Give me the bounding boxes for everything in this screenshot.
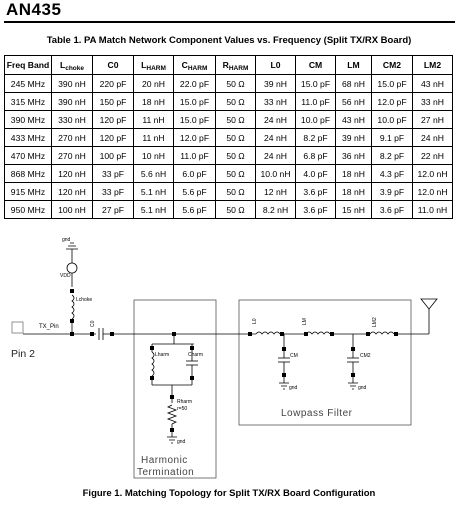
table-cell: 33 nH (256, 93, 296, 111)
table-cell: 245 MHz (5, 75, 52, 93)
table-cell: 50 Ω (216, 111, 256, 129)
table-cell: 4.0 pF (296, 165, 336, 183)
table-cell: 120 pF (93, 129, 134, 147)
table-cell: 50 Ω (216, 147, 256, 165)
table-cell: 18 nH (134, 93, 174, 111)
lm2-inductor-icon (370, 332, 394, 334)
cm2-gnd-symbol (348, 383, 358, 389)
table-cell: 150 pF (93, 93, 134, 111)
table-cell: 50 Ω (216, 129, 256, 147)
rharm-gnd-symbol (167, 437, 177, 443)
c0-label: C0 (90, 320, 96, 327)
table-cell: 950 MHz (5, 201, 52, 219)
table-cell: 50 Ω (216, 75, 256, 93)
table-cell: 68 nH (336, 75, 372, 93)
table-cell: 15.0 pF (174, 111, 216, 129)
table-cell: 330 nH (52, 111, 93, 129)
table-cell: 11.0 pF (296, 93, 336, 111)
column-header: $L_{choke}$ (52, 56, 93, 75)
table-cell: 12.0 pF (174, 129, 216, 147)
harmonic-label-line1: Harmonic (141, 455, 188, 466)
column-header: LM (336, 56, 372, 75)
table-row (5, 165, 453, 183)
table-cell: 270 nH (52, 129, 93, 147)
table-cell: 5.6 pF (174, 183, 216, 201)
table-row (5, 183, 453, 201)
lowpass-filter-box (239, 300, 411, 425)
vdd-label: VDD (60, 273, 71, 279)
column-header: CM2 (372, 56, 413, 75)
table-cell: 50 Ω (216, 201, 256, 219)
table-cell: 390 nH (52, 75, 93, 93)
table-cell: 11 nH (134, 129, 174, 147)
column-header: Freq Band (5, 56, 52, 75)
table-cell: 8.2 nH (256, 201, 296, 219)
cm2-label: CM2 (360, 353, 371, 359)
table-cell: 12 nH (256, 183, 296, 201)
rharm-label: Rharm (177, 399, 193, 405)
cm-gnd-label: gnd (289, 385, 298, 391)
table-cell: 315 MHz (5, 93, 52, 111)
table-cell: 24 nH (256, 129, 296, 147)
cm-gnd-symbol (279, 383, 289, 389)
column-header: $L_{HARM}$ (134, 56, 174, 75)
table-row (5, 147, 453, 165)
table-cell: 10.0 nH (256, 165, 296, 183)
table-cell: 8.2 pF (296, 129, 336, 147)
rharm-gnd-label: gnd (177, 439, 186, 445)
table-cell: 33 nH (413, 93, 453, 111)
table-cell: 33 pF (93, 165, 134, 183)
gnd-label-top: gnd (62, 237, 71, 243)
antenna-icon (421, 299, 437, 309)
table-cell: 50 Ω (216, 165, 256, 183)
table-cell: 27 nH (413, 111, 453, 129)
table-cell: 12.0 nH (413, 165, 453, 183)
lm2-label: LM2 (372, 317, 378, 327)
table-cell: 270 nH (52, 147, 93, 165)
vdd-source-icon (67, 263, 77, 273)
table-cell: 10 nH (134, 147, 174, 165)
table-cell: 22.0 pF (174, 75, 216, 93)
table-cell: 120 nH (52, 165, 93, 183)
header-rule (4, 21, 455, 23)
table-row (5, 75, 453, 93)
table-cell: 24 nH (256, 111, 296, 129)
table-cell: 15.0 pF (372, 75, 413, 93)
figure-caption: Figure 1. Matching Topology for Split TX/RX Board Configuration (82, 488, 376, 499)
table-cell: 39 nH (336, 129, 372, 147)
table-cell: 3.6 pF (372, 201, 413, 219)
pin-2-label: Pin 2 (11, 348, 35, 360)
table-cell: 3.9 pF (372, 183, 413, 201)
l0-label: L0 (252, 318, 258, 324)
table-body (5, 75, 453, 219)
lchoke-label: Lchoke (76, 297, 93, 303)
lharm-inductor-icon (152, 352, 154, 376)
table-cell: 4.3 pF (372, 165, 413, 183)
table-row (5, 93, 453, 111)
rharm-value: r=50 (177, 406, 188, 412)
table-cell: 3.6 pF (296, 201, 336, 219)
rharm-resistor-icon (168, 405, 176, 424)
table-cell: 6.8 pF (296, 147, 336, 165)
lharm-label: Lharm (155, 352, 170, 358)
table-cell: 5.6 nH (134, 165, 174, 183)
table-cell: 9.1 pF (372, 129, 413, 147)
table-cell: 120 pF (93, 111, 134, 129)
table-cell: 915 MHz (5, 183, 52, 201)
lowpass-filter-label: Lowpass Filter (281, 408, 353, 419)
table-cell: 5.6 pF (174, 201, 216, 219)
table-cell: 100 nH (52, 201, 93, 219)
column-header: L0 (256, 56, 296, 75)
column-header: C0 (93, 56, 134, 75)
table-cell: 36 nH (336, 147, 372, 165)
table-cell: 18 nH (336, 183, 372, 201)
table-cell: 43 nH (413, 75, 453, 93)
table-cell: 10.0 pF (372, 111, 413, 129)
column-header: CM (296, 56, 336, 75)
table-cell: 10.0 pF (296, 111, 336, 129)
cm-label: CM (290, 353, 298, 359)
table-cell: 33 pF (93, 183, 134, 201)
table-cell: 5.1 nH (134, 201, 174, 219)
component-table (4, 55, 453, 219)
table-header-row (5, 56, 453, 75)
tx-pin-label: TX_Pin (39, 324, 59, 330)
table-cell: 11 nH (134, 111, 174, 129)
harmonic-termination-box (134, 300, 216, 478)
lm-label: LM (302, 318, 308, 325)
table-cell: 11.0 pF (174, 147, 216, 165)
table-cell: 5.1 nH (134, 183, 174, 201)
table-cell: 390 MHz (5, 111, 52, 129)
table-cell: 18 nH (336, 165, 372, 183)
table-cell: 24 nH (413, 129, 453, 147)
pin-2-box (12, 322, 23, 333)
table-cell: 868 MHz (5, 165, 52, 183)
table-cell: 27 pF (93, 201, 134, 219)
table-cell: 39 nH (256, 75, 296, 93)
table-cell: 390 nH (52, 93, 93, 111)
lm-inductor-icon (306, 332, 330, 334)
table-cell: 6.0 pF (174, 165, 216, 183)
table-cell: 15.0 pF (174, 93, 216, 111)
table-cell: 12.0 pF (372, 93, 413, 111)
column-header: LM2 (413, 56, 453, 75)
matching-topology-schematic (4, 215, 454, 483)
table-title: Table 1. PA Match Network Component Values vs. Frequency (Split TX/RX Board) (46, 35, 412, 46)
table-cell: 470 MHz (5, 147, 52, 165)
document-id: AN435 (6, 0, 62, 19)
table-row (5, 129, 453, 147)
table-cell: 220 pF (93, 75, 134, 93)
gnd-symbol-top (66, 243, 78, 249)
table-cell: 50 Ω (216, 93, 256, 111)
table-cell: 50 Ω (216, 183, 256, 201)
table-cell: 15 nH (336, 201, 372, 219)
column-header: $R_{HARM}$ (216, 56, 256, 75)
table-cell: 8.2 pF (372, 147, 413, 165)
table-cell: 3.6 pF (296, 183, 336, 201)
table-cell: 100 pF (93, 147, 134, 165)
charm-label: Charm (188, 352, 204, 358)
table-cell: 11.0 nH (413, 201, 453, 219)
l0-inductor-icon (256, 332, 280, 334)
table-cell: 24 nH (256, 147, 296, 165)
table-cell: 22 nH (413, 147, 453, 165)
table-cell: 56 nH (336, 93, 372, 111)
table-cell: 12.0 nH (413, 183, 453, 201)
table-cell: 43 nH (336, 111, 372, 129)
table-cell: 15.0 pF (296, 75, 336, 93)
table-cell: 433 MHz (5, 129, 52, 147)
table-cell: 120 nH (52, 183, 93, 201)
table-row (5, 111, 453, 129)
table-cell: 20 nH (134, 75, 174, 93)
column-header: $C_{HARM}$ (174, 56, 216, 75)
lchoke-inductor-icon (72, 295, 74, 319)
harmonic-label-line2: Termination (137, 467, 195, 478)
cm2-gnd-label: gnd (358, 385, 367, 391)
